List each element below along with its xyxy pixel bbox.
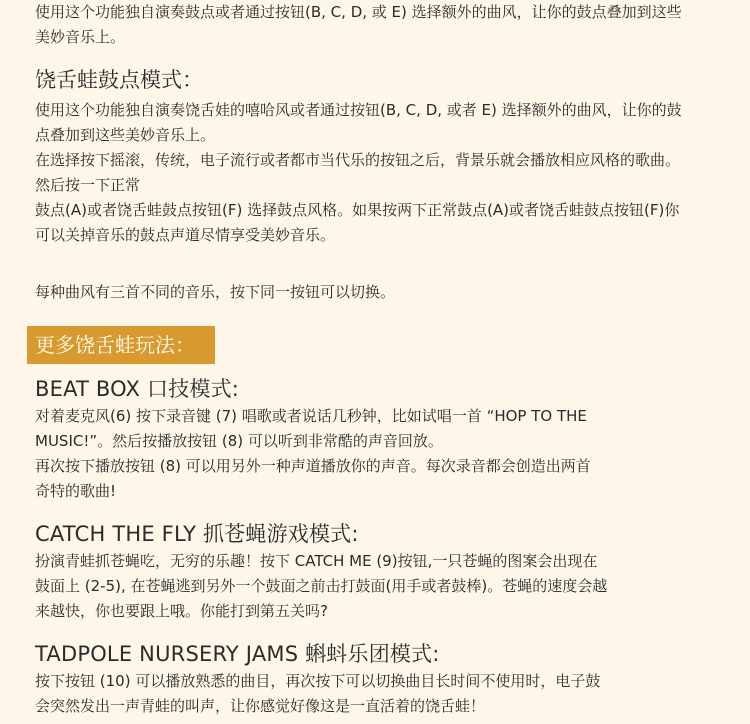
beatbox-paragraph	[35, 404, 735, 504]
text-line: MUSIC!”。然后按播放按钮 (8) 可以听到非常酷的声音回放。	[35, 432, 443, 450]
intro-paragraph	[35, 0, 735, 50]
text-line: 扮演青蛙抓苍蝇吃，无穷的乐趣！按下 CATCH ME (9)按钮,一只苍蝇的图案会出现在	[35, 552, 598, 570]
text-line: 美妙音乐上。	[35, 28, 126, 46]
catchfly-heading: CATCH THE FLY 抓苍蝇游戏模式:	[35, 522, 359, 546]
beatbox-heading: BEAT BOX 口技模式:	[35, 377, 240, 401]
text-line: 按下按钮 (10) 可以播放熟悉的曲目，再次按下可以切换曲目长时间不使用时，电子鼓	[35, 672, 601, 690]
text-line: 可以关掉音乐的鼓点声道尽情享受美妙音乐。	[35, 226, 336, 244]
text-line: 鼓面上 (2-5), 在苍蝇逃到另外一个鼓面之前击打鼓面(用手或者鼓棒)。苍蝇的速度会越	[35, 577, 608, 595]
text-line: 再次按下播放按钮 (8) 可以用另外一种声道播放你的声音。每次录音都会创造出两首	[35, 457, 591, 475]
text-line: 鼓点(A)或者饶舌蛙鼓点按钮(F) 选择鼓点风格。如果按两下正常鼓点(A)或者饶舌蛙鼓点按钮(F)你	[35, 201, 680, 219]
text-line: 使用这个功能独自演奏饶舌娃的嘻哈风或者通过按钮(B, C, D, 或者 E) 选择额外的曲风，让你的鼓	[35, 101, 682, 119]
text-line: 每种曲风有三首不同的音乐，按下同一按钮可以切换。	[35, 283, 396, 301]
text-line: 使用这个功能独自演奏鼓点或者通过按钮(B, C, D, 或 E) 选择额外的曲风，让你的鼓点叠加到这些	[35, 3, 682, 21]
more-ways-banner: 更多饶舌蛙玩法：	[27, 326, 215, 364]
catchfly-paragraph	[35, 549, 735, 624]
text-line: 点叠加到这些美妙音乐上。	[35, 126, 216, 144]
text-line: 奇特的歌曲!	[35, 482, 117, 500]
text-line: 对着麦克风(6) 按下录音键 (7) 唱歌或者说话几秒钟，比如试唱一首 “HOP TO THE	[35, 407, 587, 425]
text-line: 然后按一下正常	[35, 176, 141, 194]
text-line: 会突然发出一声青蛙的叫声，让你感觉好像这是一直活着的饶舌蛙！	[35, 697, 486, 715]
frog-drum-heading: 饶舌蛙鼓点模式：	[35, 68, 203, 92]
tadpole-heading: TADPOLE NURSERY JAMS 蝌蚪乐团模式:	[35, 642, 440, 666]
frog-drum-note	[35, 280, 735, 305]
text-line: 来越快，你也要跟上哦。你能打到第五关吗?	[35, 602, 328, 620]
frog-drum-paragraph	[35, 98, 735, 248]
tadpole-paragraph	[35, 669, 735, 719]
text-line: 在选择按下摇滚，传统，电子流行或者都市当代乐的按钮之后，背景乐就会播放相应风格的歌曲。	[35, 151, 681, 169]
